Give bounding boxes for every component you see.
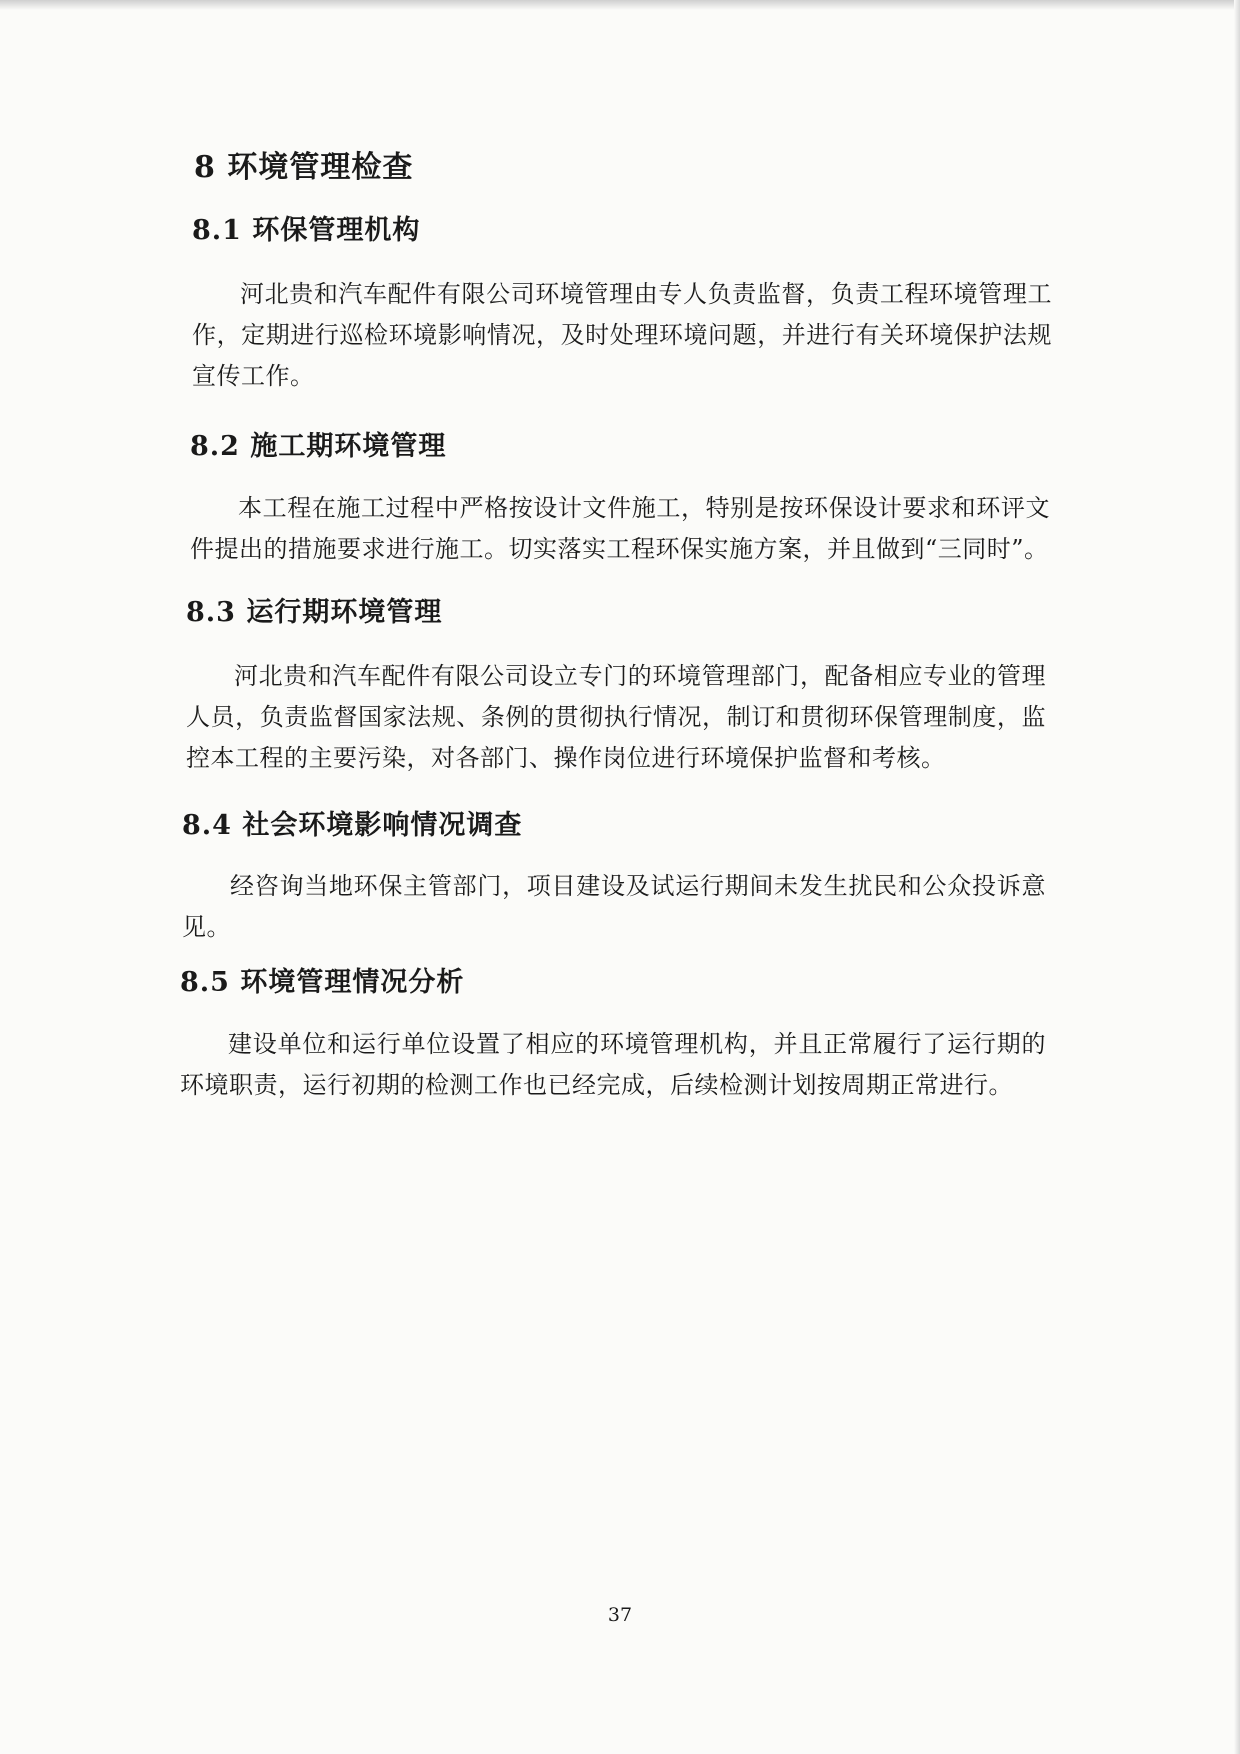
scan-edge-right (1234, 0, 1240, 1754)
section-paragraph-8-4: 经咨询当地环保主管部门，项目建设及试运行期间未发生扰民和公众投诉意见。 (182, 872, 1046, 941)
section-paragraph-8-3: 河北贵和汽车配件有限公司设立专门的环境管理部门，配备相应专业的管理人员，负责监督国家法规、条例的贯彻执行情况，制订和贯彻环保管理制度，监控本工程的主要污染，对各部门、操作岗位进行环境保护监督和考核。 (186, 662, 1046, 772)
section-paragraph-8-2: 本工程在施工过程中严格按设计文件施工，特别是按环保设计要求和环评文件提出的措施要求进行施工。切实落实工程环保实施方案，并且做到“三同时”。 (190, 494, 1050, 563)
page-number: 37 (607, 1604, 633, 1626)
section-heading-8-5: 8.5 环境管理情况分析 (180, 967, 465, 998)
chapter-heading: 8 环境管理检查 (194, 150, 414, 185)
section-heading-8-1: 8.1 环保管理机构 (192, 215, 421, 246)
scan-edge-top (0, 0, 1240, 10)
section-heading-8-3: 8.3 运行期环境管理 (186, 597, 443, 628)
section-paragraph-8-5: 建设单位和运行单位设置了相应的环境管理机构，并且正常履行了运行期的环境职责，运行初期的检测工作也已经完成，后续检测计划按周期正常进行。 (180, 1030, 1046, 1099)
section-heading-8-4: 8.4 社会环境影响情况调查 (182, 810, 523, 841)
section-paragraph-8-1: 河北贵和汽车配件有限公司环境管理由专人负责监督，负责工程环境管理工作，定期进行巡检环境影响情况，及时处理环境问题，并进行有关环境保护法规宣传工作。 (192, 280, 1052, 390)
section-heading-8-2: 8.2 施工期环境管理 (190, 431, 447, 462)
